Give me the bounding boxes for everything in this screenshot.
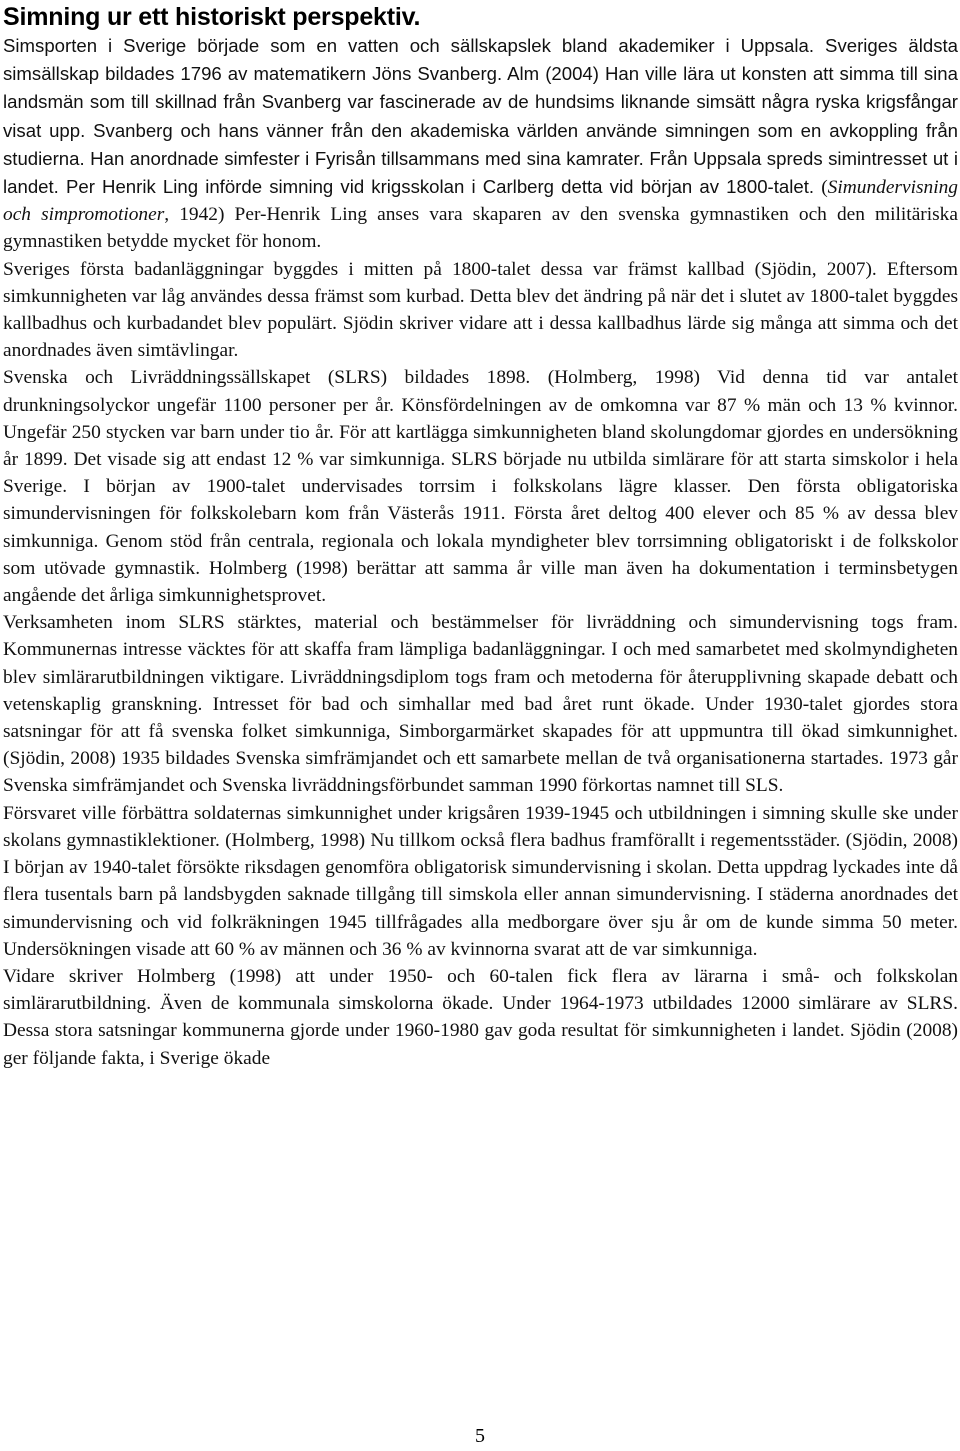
paragraph-5-text: Försvaret ville förbättra soldaternas simkunnighet under krigsåren 1939-1945 och utbildningen i simning skulle ske under skolans gymnastiklektioner. (Holmberg, 1998) Nu tillkom också flera badhus framförallt i regementsstäder. (Sjödin, 2008) I början av 1940-talet försökte riksdagen genomföra obligatorisk simundervisning i skolan. Detta uppdrag lyckades inte då flera tusentals barn på landsbygden saknade tillgång till simskola eller annan simundervisning. I städerna anordnades det simundervisning och vid folkräkningen 1945 tillfrågades alla medborgare över sju år om de kunde simma 50 meter. Undersökningen visade att 60 % av männen och 36 % av kvinnorna svarat att de var simkunniga.	[3, 802, 958, 960]
paragraph-3	[3, 364, 958, 609]
paragraph-1	[3, 32, 958, 256]
paragraph-4-text: Verksamheten inom SLRS stärktes, material och bestämmelser för livräddning och simundervisning togs fram. Kommunernas intresse väcktes för att skaffa fram lämpliga badanläggningar. I och med samarbetet med skolmyndigheten blev simlärarutbildningen viktigare. Livräddningsdiplom togs fram och metoderna för återupplivning skapade debatt och vetenskaplig granskning. Intresset för bad och simhallar med bad året runt ökade. Under 1930-talet gjordes stora satsningar för att få svenska folket simkunniga, Simborgarmärket skapades för att uppmuntra till ökad simkunnighet.(Sjödin, 2008) 1935 bildades Svenska simfrämjandet och ett samarbete mellan de två organisationerna startades. 1973 går Svenska simfrämjandet och Svenska livräddningsförbundet samman 1990 förkortas namnet till SLS.	[3, 612, 958, 797]
paragraph-1-paren: (	[821, 177, 828, 199]
paragraph-4	[3, 609, 958, 799]
document-page	[3, 2, 958, 1072]
paragraph-6-text: Vidare skriver Holmberg (1998) att under 1950- och 60-talen fick flera av lärarna i små- och folkskolan simlärarutbildning. Även de kommunala simskolorna ökade. Under 1964-1973 utbildades 12000 simlärare av SLRS. Dessa stora satsningar kommunerna gjorde under 1960-1980 gav goda resultat för simkunnigheten i landet. Sjödin (2008) ger följande fakta, i Sverige ökade	[3, 965, 958, 1069]
paragraph-2	[3, 256, 958, 365]
paragraph-1-text: Simsporten i Sverige började som en vatten och sällskapslek bland akademiker i Uppsala. Sveriges äldsta simsällskap bildades 1796 av matematikern Jöns Svanberg. Alm (2004) Han ville lära ut konsten att simma till sina landsmän som till skillnad från Svanberg var fascinerade av de hundsims liknande simsätt några ryska krigsfångar visat upp. Svanberg och hans vänner från den akademiska världen använde simningen som en avkoppling från studierna. Han anordnade simfester i Fyrisån tillsammans med sina kamrater. Från Uppsala spreds simintresset ut i landet. Per Henrik Ling införde simning vid krigsskolan i Carlberg detta vid början av 1800-talet.	[3, 35, 958, 198]
paragraph-5	[3, 800, 958, 963]
paragraph-3-text: Svenska och Livräddningssällskapet (SLRS) bildades 1898. (Holmberg, 1998) Vid denna tid var antalet drunkningsolyckor ungefär 1100 personer per år. Könsfördelningen av de omkomna var 87 % män och 13 % kvinnor. Ungefär 250 stycken var barn under tio år. För att kartlägga simkunnigheten bland skolungdomar gjordes en undersökning år 1899. Det visade sig att endast 12 % var simkunniga. SLRS började nu utbilda simlärare för att starta simskolor i hela Sverige. I början av 1900-talet undervisades torrsim i folkskolans lägre klasser. Den första obligatoriska simundervisningen för folkskolebarn kom från Västerås 1911. Första året deltog 400 elever och 85 % av dessa blev simkunniga. Genom stöd från centrala, regionala och lokala myndigheter blev torrsimning obligatoriskt i de folkskolor som utövade gymnastik. Holmberg (1998) berättar att samma år ville man även ha dokumentation i terminsbetygen angående det årliga simkunnighetsprovet.	[3, 367, 958, 607]
paragraph-6	[3, 963, 958, 1072]
page-title: Simning ur ett historiskt perspektiv.	[3, 3, 421, 31]
paragraph-1-continuation: , 1942) Per-Henrik Ling anses vara skaparen av den svenska gymnastiken och den militäriska gymnastiken betydde mycket för honom.	[3, 204, 958, 253]
paragraph-2-text: Sveriges första badanläggningar byggdes i mitten på 1800-talet dessa var främst kallbad (Sjödin, 2007). Eftersom simkunnigheten var låg användes dessa främst som kurbad. Detta blev det ändring på när det i slutet av 1800-talet byggdes kallbadhus och kurbadandet blev populärt. Sjödin skriver vidare att i dessa kallbadhus lärde sig många att simma och det anordnades även simtävlingar.	[3, 258, 958, 362]
page-number: 5	[475, 1425, 485, 1447]
paragraph-1-italic-title: Simundervisning och simpromotioner	[3, 177, 958, 226]
